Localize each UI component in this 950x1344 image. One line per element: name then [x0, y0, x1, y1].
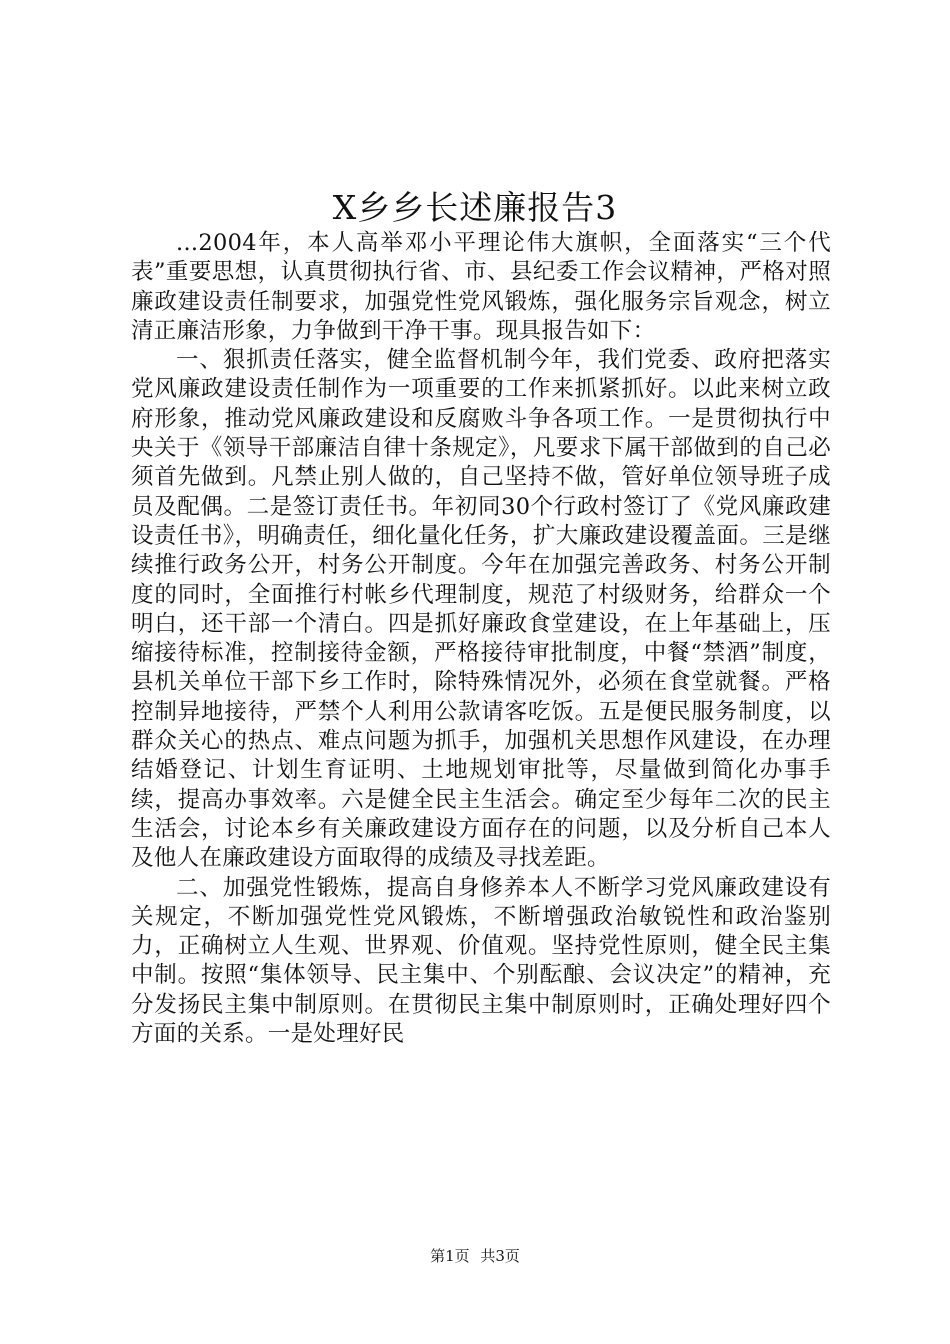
paragraph-section-1: 一、狠抓责任落实，健全监督机制今年，我们党委、政府把落实党风廉政建设责任制作为一项重要的工作来抓紧抓好。以此来树立政府形象，推动党风廉政建设和反腐败斗争各项工作。一是贯彻执行中央关于《领导干部廉洁自律十条规定》，凡要求下属干部做到的自己必须首先做到。凡禁止别人做的，自己坚持不做，管好单位领导班子成员及配偶。二是签订责任书。年初同30个行政村签订了《党风廉政建设责任书》，明确责任，细化量化任务，扩大廉政建设覆盖面。三是继续推行政务公开，村务公开制度。今年在加强完善政务、村务公开制度的同时，全面推行村帐乡代理制度，规范了村级财务，给群众一个明白，还干部一个清白。四是抓好廉政食堂建设，在上年基础上，压缩接待标准，控制接待金额，严格接待审批制度，中餐“禁酒”制度，县机关单位干部下乡工作时，除特殊情况外，必须在食堂就餐。严格控制异地接待，严禁个人利用公款请客吃饭。五是便民服务制度，以群众关心的热点、难点问题为抓手，加强机关思想作风建设，在办理结婚登记、计划生育证明、土地规划审批等，尽量做到简化办事手续，提高办事效率。六是健全民主生活会。确定至少每年二次的民主生活会，讨论本乡有关廉政建设方面存在的问题，以及分析自己本人及他人在廉政建设方面取得的成绩及寻找差距。 [131, 347, 831, 872]
paragraph-section-2: 二、加强党性锻炼，提高自身修养本人不断学习党风廉政建设有关规定，不断加强党性党风锻炼，不断增强政治敏锐性和政治鉴别力，正确树立人生观、世界观、价值观。坚持党性原则，健全民主集中制。按照“集体领导、民主集中、个别酝酿、会议决定”的精神，充分发扬民主集中制原则。在贯彻民主集中制原则时，正确处理好四个方面的关系。一是处理好民 [131, 874, 831, 1048]
page-number: 第1页 [430, 1247, 470, 1265]
page-total: 共3页 [480, 1247, 520, 1265]
document-title: X乡乡长述廉报告3 [332, 188, 618, 227]
page-footer [0, 1245, 950, 1267]
paragraph-intro: ...2004年，本人高举邓小平理论伟大旗帜，全面落实“三个代表”重要思想，认真贯彻执行省、市、县纪委工作会议精神，严格对照廉政建设责任制要求，加强党性党风锻炼，强化服务宗旨观念，树立清正廉洁形象，力争做到干净干事。现具报告如下： [131, 230, 831, 344]
document-body [131, 229, 831, 1049]
